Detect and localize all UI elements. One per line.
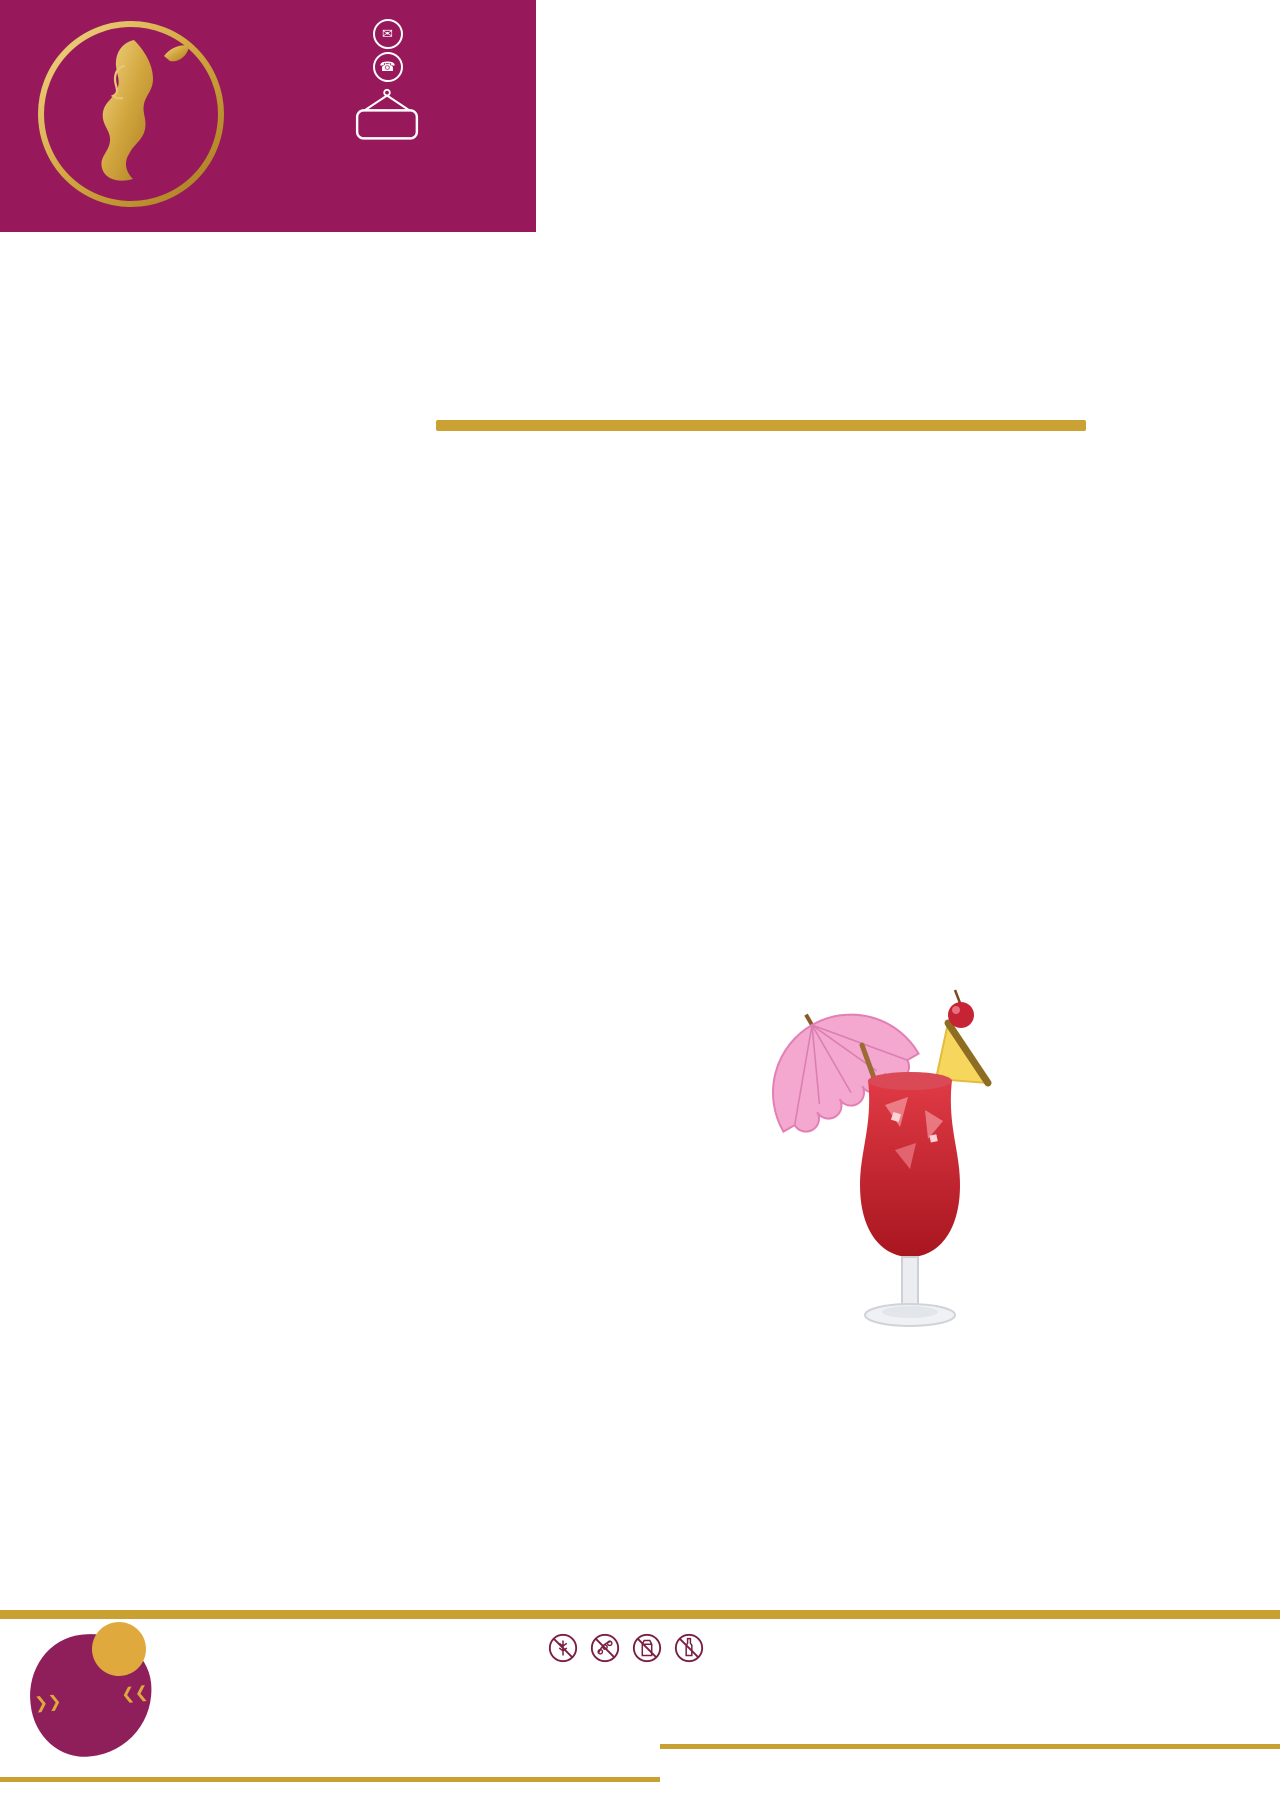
email-icon: ✉: [373, 19, 403, 49]
cocktail-photo: [750, 985, 1060, 1385]
logo-woman-icon: [26, 10, 236, 222]
footer-panel-right: [660, 1610, 1280, 1749]
contact-block: [256, 16, 528, 150]
gluten-free-icon: [547, 1632, 579, 1664]
soy-free-icon: [589, 1632, 621, 1664]
art-deco-pattern-bottom: [0, 1742, 1280, 1810]
brand-panel: [0, 0, 536, 232]
open-hours-row: [256, 88, 528, 144]
red-cocktail-illustration: [750, 985, 1060, 1385]
art-deco-pattern-top: [536, 0, 1280, 232]
lactose-free-icon: [673, 1632, 705, 1664]
section-divider: [436, 420, 1086, 431]
logo: [26, 10, 236, 222]
dairy-free-icon: [631, 1632, 663, 1664]
wheat-icon: ❮❮: [120, 1684, 149, 1704]
allergen-icons-row: [547, 1632, 705, 1664]
cherry-garnish-icon: [948, 990, 974, 1028]
contact-phone-row: [256, 52, 528, 82]
wheat-icon: ❯❯: [33, 1693, 63, 1713]
pineapple-garnish-icon: [936, 1023, 988, 1083]
contact-email-row: [256, 19, 528, 49]
open-sign-icon: [349, 88, 425, 144]
phone-icon: ☎: [373, 52, 403, 82]
